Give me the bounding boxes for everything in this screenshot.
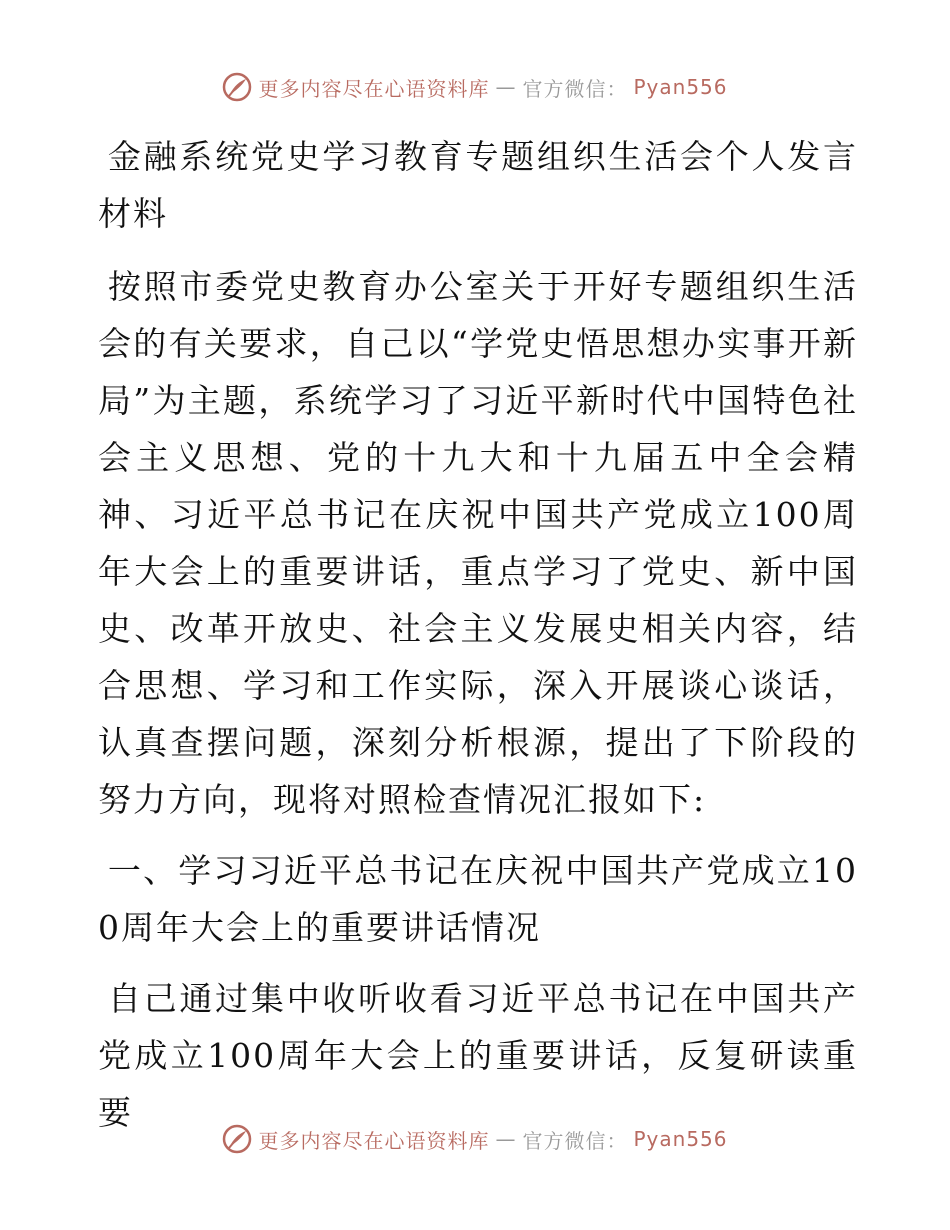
document-body xyxy=(98,128,858,1155)
watermark-separator: — xyxy=(495,1127,517,1151)
footer-watermark xyxy=(0,1124,950,1154)
document-title: 金融系统党史学习教育专题组织生活会个人发言材料 xyxy=(98,137,858,233)
watermark-label: 官方微信： xyxy=(522,1128,628,1153)
paragraph-intro: 按照市委党史教育办公室关于开好专题组织生活会的有关要求，自己以“学党史悟思想办实事开新局”为主题，系统学习了习近平新时代中国特色社会主义思想、党的十九大和十九届五中全会精神、习近平总书记在庆祝中国共产党成立100周年大会上的重要讲话，重点学习了党史、新中国史、改革开放史、社会主义发展史相关内容，结合思想、学习和工作实际，深入开展谈心谈话，认真查摆问题，深刻分析根源，提出了下阶段的努力方向，现将对照检查情况汇报如下: xyxy=(98,267,858,819)
header-watermark xyxy=(0,72,950,102)
section-heading-1: 一、学习习近平总书记在庆祝中国共产党成立100周年大会上的重要讲话情况 xyxy=(98,851,858,947)
watermark-text: 更多内容尽在心语资料库 xyxy=(258,1128,490,1153)
watermark-account: Pyan556 xyxy=(633,1127,728,1151)
quill-logo-icon xyxy=(222,1124,252,1154)
quill-logo-icon xyxy=(222,72,252,102)
watermark-separator: — xyxy=(495,75,517,99)
paragraph-section-1: 自己通过集中收听收看习近平总书记在中国共产党成立100周年大会上的重要讲话，反复研读重要 xyxy=(98,979,858,1132)
watermark-label: 官方微信： xyxy=(522,76,628,101)
watermark-account: Pyan556 xyxy=(633,75,728,99)
watermark-text: 更多内容尽在心语资料库 xyxy=(258,76,490,101)
